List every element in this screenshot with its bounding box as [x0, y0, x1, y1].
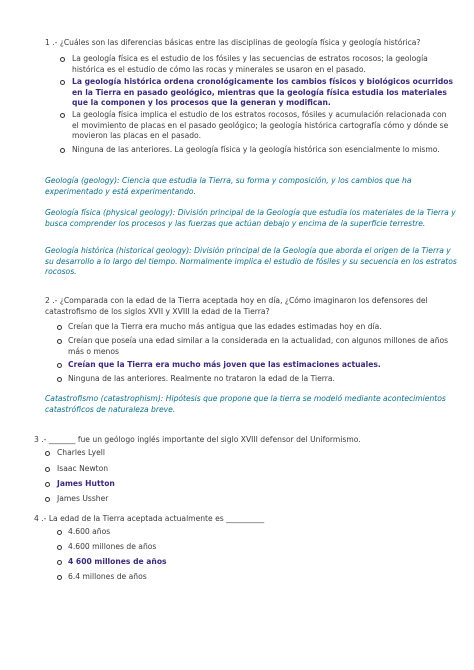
q1-option-2-label: La geología histórica ordena cronológicamente los cambios físicos y biológicos ocurridos en la Tierra en pasado geológico, mientras que la geología física estudia los materiales que la componen y los procesos que la generan y modifican.	[72, 77, 454, 107]
q2-option-4[interactable]	[68, 374, 458, 385]
question-4-number: 4 .-	[34, 514, 47, 523]
q1-note-2: Geología física (physical geology): División principal de la Geología que estudia los materiales de la Tierra y busca comprender los procesos y las fuerzas que actúan debajo y encima de la superficie terrestre.	[45, 208, 456, 228]
question-2-number: 2 .-	[45, 296, 58, 305]
q1-note-3: Geología histórica (historical geology): División principal de la Geología que aborda el origen de la Tierra y su desarrollo a lo largo del tiempo. Normalmente implica el estudio de fósiles y su secuencia en los estratos rocosos.	[45, 246, 457, 276]
q4-option-1[interactable]	[68, 527, 368, 538]
radio-q1-opt2[interactable]	[60, 80, 65, 85]
radio-q4-opt3[interactable]	[57, 560, 62, 565]
question-1-title	[45, 38, 445, 49]
q3-option-1[interactable]	[57, 448, 357, 459]
q2-option-3-label: Creían que la Tierra era mucho más joven que las estimaciones actuales.	[68, 360, 381, 369]
question-4-title	[34, 514, 454, 525]
q4-option-2-label: 4.600 millones de años	[68, 542, 157, 551]
q3-option-3[interactable]	[57, 479, 357, 490]
radio-q2-opt2[interactable]	[57, 339, 62, 344]
question-3-number: 3 .-	[34, 435, 47, 444]
question-1-number: 1 .-	[45, 38, 58, 47]
q4-option-2[interactable]	[68, 542, 368, 553]
q2-option-2-label: Creían que poseía una edad similar a la considerada en la actualidad, con algunos millones de años más o menos	[68, 336, 449, 356]
q3-option-1-label: Charles Lyell	[57, 448, 105, 457]
radio-q3-opt4[interactable]	[45, 497, 50, 502]
radio-q4-opt4[interactable]	[57, 575, 62, 580]
q1-option-4-label: Ninguna de las anteriores. La geología física y la geología histórica son esencialmente lo mismo.	[72, 145, 440, 154]
q2-option-2[interactable]	[68, 336, 458, 357]
q1-option-1[interactable]	[72, 54, 452, 75]
q1-option-1-label: La geología física es el estudio de los fósiles y las secuencias de estratos rocosos; la geología histórica es el estudio de cómo las rocas y minerales se usaron en el pasado.	[72, 54, 428, 74]
q4-option-4[interactable]	[68, 572, 368, 583]
q2-option-3[interactable]	[68, 360, 458, 371]
radio-q3-opt2[interactable]	[45, 467, 50, 472]
q1-option-2[interactable]	[72, 77, 457, 109]
q4-option-3[interactable]	[68, 557, 368, 568]
q1-note-1: Geología (geology): Ciencia que estudia la Tierra, su forma y composición, y los cambios que ha experimentado y está experimentando.	[45, 176, 412, 196]
radio-q1-opt3[interactable]	[60, 113, 65, 118]
radio-q2-opt3[interactable]	[57, 363, 62, 368]
radio-q1-opt1[interactable]	[60, 57, 65, 62]
q3-option-2-label: Isaac Newton	[57, 464, 109, 473]
question-1-text: ¿Cuáles son las diferencias básicas entre las disciplinas de geología física y geología histórica?	[59, 38, 421, 47]
q3-option-4[interactable]	[57, 494, 357, 505]
question-3-title	[34, 435, 454, 446]
q2-note-1: Catastrofismo (catastrophism): Hipótesis que propone que la tierra se modeló mediante acontecimientos catastróficos de naturaleza breve.	[45, 394, 446, 414]
radio-q2-opt1[interactable]	[57, 325, 62, 330]
q1-option-3-label: La geología física implica el estudio de los estratos rocosos, fósiles y acumulación relacionada con el movimiento de placas en el pasado geológico; la geología histórica cartografía cómo y dónde se movieron las placas en el pasado.	[72, 110, 449, 140]
q4-option-3-label: 4 600 millones de años	[68, 557, 167, 566]
q2-option-4-label: Ninguna de las anteriores. Realmente no trataron la edad de la Tierra.	[68, 374, 335, 383]
q2-option-1-label: Creían que la Tierra era mucho más antigua que las edades estimadas hoy en día.	[68, 322, 382, 331]
q1-option-4[interactable]	[72, 145, 457, 156]
question-4-text: La edad de la Tierra aceptada actualmente es __________	[48, 514, 265, 523]
q1-option-3[interactable]	[72, 110, 452, 142]
q2-option-1[interactable]	[68, 322, 458, 333]
radio-q3-opt1[interactable]	[45, 451, 50, 456]
q4-option-1-label: 4.600 años	[68, 527, 111, 536]
radio-q3-opt3[interactable]	[45, 482, 50, 487]
question-2-text: ¿Comparada con la edad de la Tierra aceptada hoy en día, ¿Cómo imaginaron los defensores del catastrofismo de los siglos XVII y XVIII la edad de la Tierra?	[45, 296, 428, 316]
q3-option-4-label: James Ussher	[57, 494, 109, 503]
radio-q4-opt2[interactable]	[57, 545, 62, 550]
question-2-title	[45, 296, 460, 317]
radio-q4-opt1[interactable]	[57, 530, 62, 535]
question-3-text: _______ fue un geólogo inglés importante del siglo XVIII defensor del Uniformismo.	[48, 435, 361, 444]
radio-q1-opt4[interactable]	[60, 148, 65, 153]
q4-option-4-label: 6.4 millones de años	[68, 572, 147, 581]
radio-q2-opt4[interactable]	[57, 377, 62, 382]
q3-option-3-label: James Hutton	[57, 479, 115, 488]
q3-option-2[interactable]	[57, 464, 357, 475]
